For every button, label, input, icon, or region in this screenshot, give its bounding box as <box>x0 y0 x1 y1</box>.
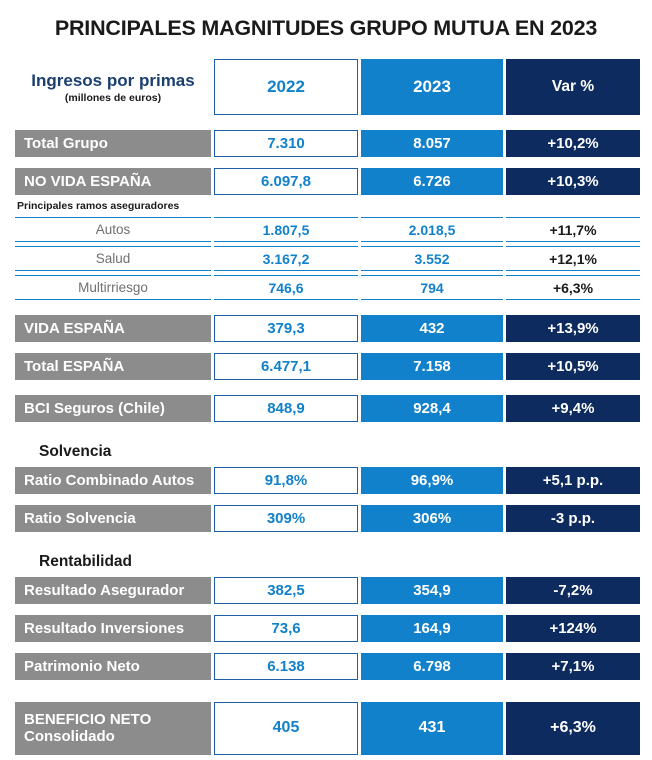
spacer <box>15 384 640 391</box>
row-label-salud: Salud <box>15 246 211 271</box>
spacer <box>15 161 640 164</box>
header-col-2022: 2022 <box>214 59 358 115</box>
row-label-patrimonio-neto: Patrimonio Neto <box>15 653 211 680</box>
spacer-cell <box>15 346 640 349</box>
bci-var: +9,4% <box>506 395 640 422</box>
section-solvencia: Solvencia <box>15 437 640 463</box>
table-row <box>15 353 640 380</box>
autos-2022: 1.807,5 <box>214 217 358 242</box>
beneficio-neto-2023: 431 <box>361 702 503 755</box>
beneficio-neto-label-line2: Consolidado <box>24 728 115 746</box>
row-label-resultado-inversiones: Resultado Inversiones <box>15 615 211 642</box>
row-label-ratio-solvencia: Ratio Solvencia <box>15 505 211 532</box>
ratio-combinado-var: +5,1 p.p. <box>506 467 640 494</box>
spacer-cell <box>15 646 640 649</box>
spacer <box>15 304 640 311</box>
row-label-total-espana: Total ESPAÑA <box>15 353 211 380</box>
table-row <box>15 130 640 157</box>
header-col-var: Var % <box>506 59 640 115</box>
beneficio-neto-var: +6,3% <box>506 702 640 755</box>
spacer <box>15 536 640 543</box>
resultado-asegurador-var: -7,2% <box>506 577 640 604</box>
spacer-cell <box>15 384 640 391</box>
spacer <box>15 426 640 433</box>
salud-2022: 3.167,2 <box>214 246 358 271</box>
resultado-inversiones-2022: 73,6 <box>214 615 358 642</box>
table-row <box>15 275 640 300</box>
spacer <box>15 346 640 349</box>
section-header-row <box>15 547 640 573</box>
patrimonio-neto-var: +7,1% <box>506 653 640 680</box>
table-row <box>15 315 640 342</box>
spacer <box>15 608 640 611</box>
spacer <box>15 695 640 698</box>
patrimonio-neto-2022: 6.138 <box>214 653 358 680</box>
total-grupo-var: +10,2% <box>506 130 640 157</box>
ratio-solvencia-var: -3 p.p. <box>506 505 640 532</box>
beneficio-neto-2022: 405 <box>214 702 358 755</box>
spacer-cell <box>15 684 640 691</box>
table-row <box>15 168 640 195</box>
multirriesgo-var: +6,3% <box>506 275 640 300</box>
beneficio-neto-label-line1: BENEFICIO NETO <box>24 711 152 728</box>
ratio-solvencia-2022: 309% <box>214 505 358 532</box>
multirriesgo-2023: 794 <box>361 275 503 300</box>
spacer <box>15 498 640 501</box>
spacer-cell <box>15 695 640 698</box>
row-label-ratio-combinado-autos: Ratio Combinado Autos <box>15 467 211 494</box>
table-row <box>15 505 640 532</box>
section-rentabilidad: Rentabilidad <box>15 547 640 573</box>
header-label-main: Ingresos por primas <box>31 71 195 91</box>
row-label-autos: Autos <box>15 217 211 242</box>
ramos-note: Principales ramos aseguradores <box>15 199 640 213</box>
spacer-cell <box>15 119 640 126</box>
autos-2023: 2.018,5 <box>361 217 503 242</box>
total-grupo-2023: 8.057 <box>361 130 503 157</box>
header-label-units: (millones de euros) <box>64 91 162 104</box>
patrimonio-neto-2023: 6.798 <box>361 653 503 680</box>
table-row <box>15 467 640 494</box>
total-grupo-2022: 7.310 <box>214 130 358 157</box>
section-header-row <box>15 437 640 463</box>
spacer-cell <box>15 536 640 543</box>
spacer-cell <box>15 161 640 164</box>
vida-var: +13,9% <box>506 315 640 342</box>
multirriesgo-2022: 746,6 <box>214 275 358 300</box>
vida-2023: 432 <box>361 315 503 342</box>
vida-2022: 379,3 <box>214 315 358 342</box>
section-note-row <box>15 199 640 213</box>
row-label-bci-seguros: BCI Seguros (Chile) <box>15 395 211 422</box>
row-label-resultado-asegurador: Resultado Asegurador <box>15 577 211 604</box>
spacer <box>15 646 640 649</box>
total-espana-var: +10,5% <box>506 353 640 380</box>
table-row <box>15 615 640 642</box>
table-row <box>15 653 640 680</box>
total-espana-2023: 7.158 <box>361 353 503 380</box>
no-vida-2022: 6.097,8 <box>214 168 358 195</box>
table-row <box>15 217 640 242</box>
ratio-combinado-2022: 91,8% <box>214 467 358 494</box>
row-label-vida-espana: VIDA ESPAÑA <box>15 315 211 342</box>
ratio-solvencia-2023: 306% <box>361 505 503 532</box>
autos-var: +11,7% <box>506 217 640 242</box>
row-label-multirriesgo: Multirriesgo <box>15 275 211 300</box>
spacer <box>15 684 640 691</box>
spacer <box>15 119 640 126</box>
resultado-inversiones-2023: 164,9 <box>361 615 503 642</box>
table-header-row <box>15 59 640 115</box>
row-label-beneficio-neto <box>15 702 211 755</box>
ratio-combinado-2023: 96,9% <box>361 467 503 494</box>
row-label-no-vida-espana: NO VIDA ESPAÑA <box>15 168 211 195</box>
no-vida-2023: 6.726 <box>361 168 503 195</box>
resultado-asegurador-2023: 354,9 <box>361 577 503 604</box>
table-row <box>15 395 640 422</box>
resultado-asegurador-2022: 382,5 <box>214 577 358 604</box>
spacer-cell <box>15 498 640 501</box>
table-row <box>15 577 640 604</box>
resultado-inversiones-var: +124% <box>506 615 640 642</box>
spacer-cell <box>15 608 640 611</box>
no-vida-var: +10,3% <box>506 168 640 195</box>
salud-2023: 3.552 <box>361 246 503 271</box>
table-row-highlight <box>15 702 640 755</box>
header-label <box>15 59 211 115</box>
row-label-total-grupo: Total Grupo <box>15 130 211 157</box>
magnitudes-table <box>12 55 643 759</box>
table-row <box>15 246 640 271</box>
page-title: PRINCIPALES MAGNITUDES GRUPO MUTUA EN 2023 <box>54 16 598 40</box>
bci-2023: 928,4 <box>361 395 503 422</box>
total-espana-2022: 6.477,1 <box>214 353 358 380</box>
spacer-cell <box>15 426 640 433</box>
header-col-2023: 2023 <box>361 59 503 115</box>
bci-2022: 848,9 <box>214 395 358 422</box>
salud-var: +12,1% <box>506 246 640 271</box>
spacer-cell <box>15 304 640 311</box>
